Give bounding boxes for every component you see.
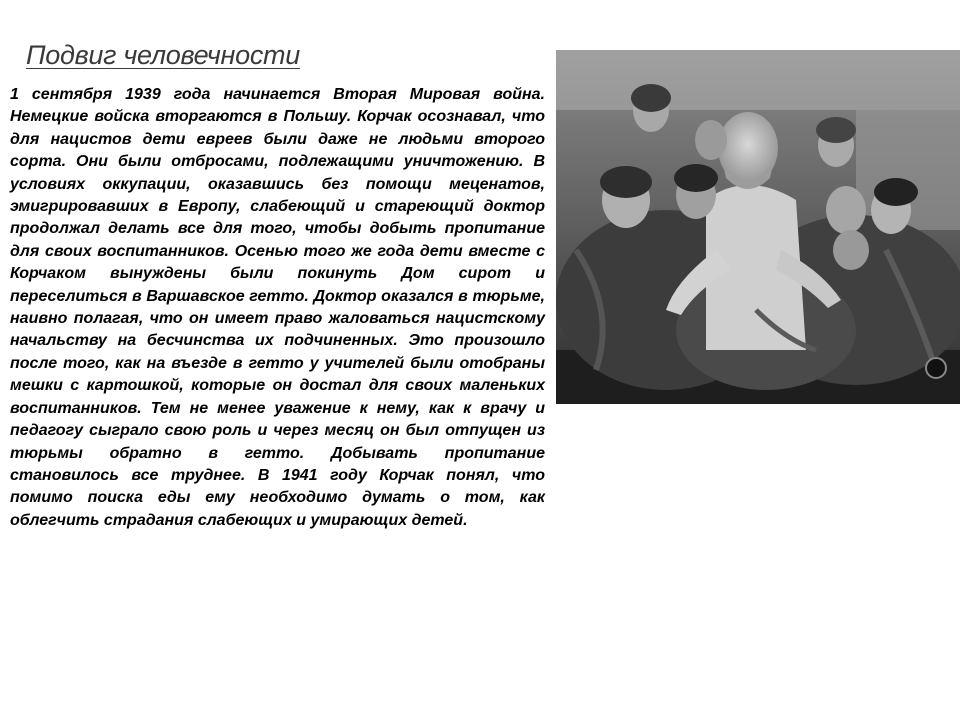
- slide-title: Подвиг человечности: [26, 40, 300, 70]
- historical-photo: [556, 50, 960, 404]
- body-paragraph: 1 сентября 1939 года начинается Вторая Мировая война. Немецкие войска вторгаются в Польшу. Корчак осознавал, что для нацистов дети евреев были даже не людьми второго сорта. Они были отбросами, подлежащими уничтожению. В условиях оккупации, оказавшись без помощи меценатов, эмигрировавших в Европу, слабеющий и стареющий доктор продолжал делать все для того, чтобы добыть пропитание для своих воспитанников. Осенью того же года дети вместе с Корчаком вынуждены были покинуть Дом сирот и переселиться в Варшавское гетто. Доктор оказался в тюрьме, наивно полагая, что он имеет право жаловаться нацистскому начальству на бесчинства их подчиненных. Это произошло после того, как на въезде в гетто у учителей были отобраны мешки с картошкой, которые он достал для своих маленьких воспитанников. Тем не менее уважение к нему, как к врачу и педагогу сыграло свою роль и через месяц он был отпущен из тюрьмы обратно в гетто. Добывать пропитание становилось все труднее. В 1941 году Корчак понял, что помимо поиска еды ему необходимо думать о том, как облегчить страдания слабеющих и умирающих детей.: [10, 86, 545, 529]
